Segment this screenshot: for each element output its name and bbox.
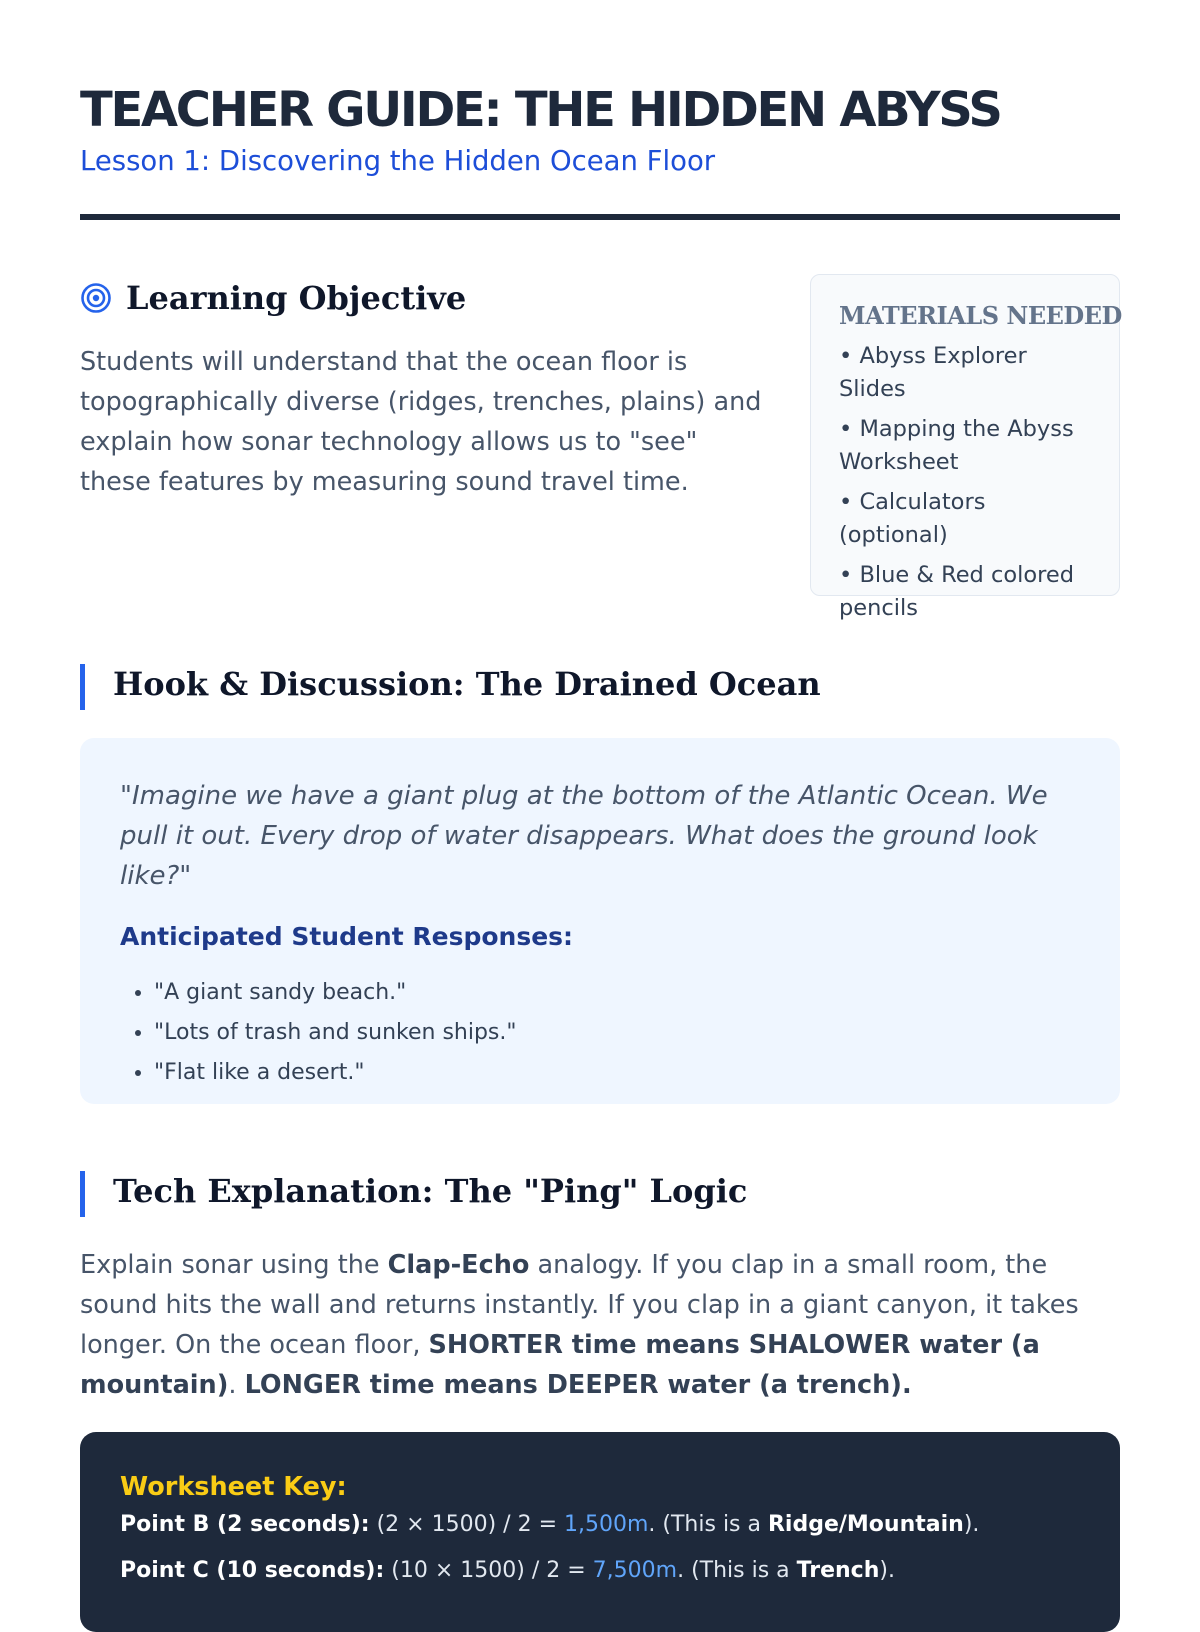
key-row (120, 1548, 1080, 1594)
key-feature: Trench (796, 1558, 880, 1583)
worksheet-key-card (80, 1432, 1120, 1632)
key-row (120, 1502, 1080, 1548)
lesson-subtitle: Lesson 1: Discovering the Hidden Ocean Floor (80, 145, 716, 177)
responses-list (120, 973, 1080, 1093)
response-item: • "A giant sandy beach." (154, 973, 1080, 1013)
section-accent-bar (80, 1171, 85, 1217)
key-text: . (This is a (677, 1558, 797, 1583)
key-text: ). (879, 1558, 895, 1583)
hook-heading: Hook & Discussion: The Drained Ocean (113, 665, 821, 703)
key-text: ). (963, 1512, 980, 1537)
header-divider (80, 214, 1120, 220)
tech-text: . (228, 1370, 245, 1400)
key-formula: (10 × 1500) / 2 = (384, 1558, 593, 1583)
tech-emphasis: Clap-Echo (387, 1250, 530, 1280)
materials-item: • Abyss Explorer Slides (839, 340, 1097, 406)
hook-discussion-card (80, 738, 1120, 1104)
materials-card (810, 274, 1122, 621)
response-item: • "Flat like a desert." (154, 1053, 1080, 1093)
section-accent-bar (80, 664, 85, 710)
materials-item: • Calculators (optional) (839, 486, 1097, 552)
tech-heading: Tech Explanation: The "Ping" Logic (113, 1172, 748, 1210)
materials-item: • Blue & Red colored pencils (839, 559, 1097, 625)
page-title: TEACHER GUIDE: THE HIDDEN ABYSS (80, 82, 1001, 138)
materials-item: • Mapping the Abyss Worksheet (839, 413, 1097, 479)
key-point-label: Point B (2 seconds): (120, 1512, 370, 1537)
key-depth-value: 7,500m (592, 1558, 678, 1583)
tech-explanation (80, 1245, 1120, 1405)
materials-list (839, 340, 1097, 625)
tech-text: analogy. If you clap in a small room, the sound hits the wall and returns instantly. If you clap in a giant canyon, it takes longer. On the ocean floor, (80, 1250, 1079, 1360)
materials-heading: MATERIALS NEEDED (839, 301, 1122, 330)
key-text: . (This is a (648, 1512, 768, 1537)
key-feature: Ridge/Mountain (767, 1512, 964, 1537)
responses-title: Anticipated Student Responses: (120, 922, 574, 951)
tech-text: Explain sonar using the (80, 1250, 388, 1280)
objective-text: Students will understand that the ocean floor is topographically diverse (ridges, trenches, plains) and explain how sonar technology allows us to "see" these features by measuring sound travel time. (80, 347, 762, 497)
response-item: • "Lots of trash and sunken ships." (154, 1013, 1080, 1053)
worksheet-key-title: Worksheet Key: (120, 1472, 347, 1502)
tech-emphasis: SHORTER time means SHALOWER water (a mountain) (80, 1330, 1040, 1400)
key-formula: (2 × 1500) / 2 = (369, 1512, 564, 1537)
target-icon (80, 282, 112, 314)
key-depth-value: 1,500m (564, 1512, 649, 1537)
objective-heading: Learning Objective (126, 279, 467, 317)
tech-emphasis: LONGER time means DEEPER water (a trench). (244, 1370, 912, 1400)
key-point-label: Point C (10 seconds): (120, 1558, 385, 1583)
hook-quote: "Imagine we have a giant plug at the bottom of the Atlantic Ocean. We pull it out. Every drop of water disappears. What does the ground look like?" (120, 781, 1048, 891)
